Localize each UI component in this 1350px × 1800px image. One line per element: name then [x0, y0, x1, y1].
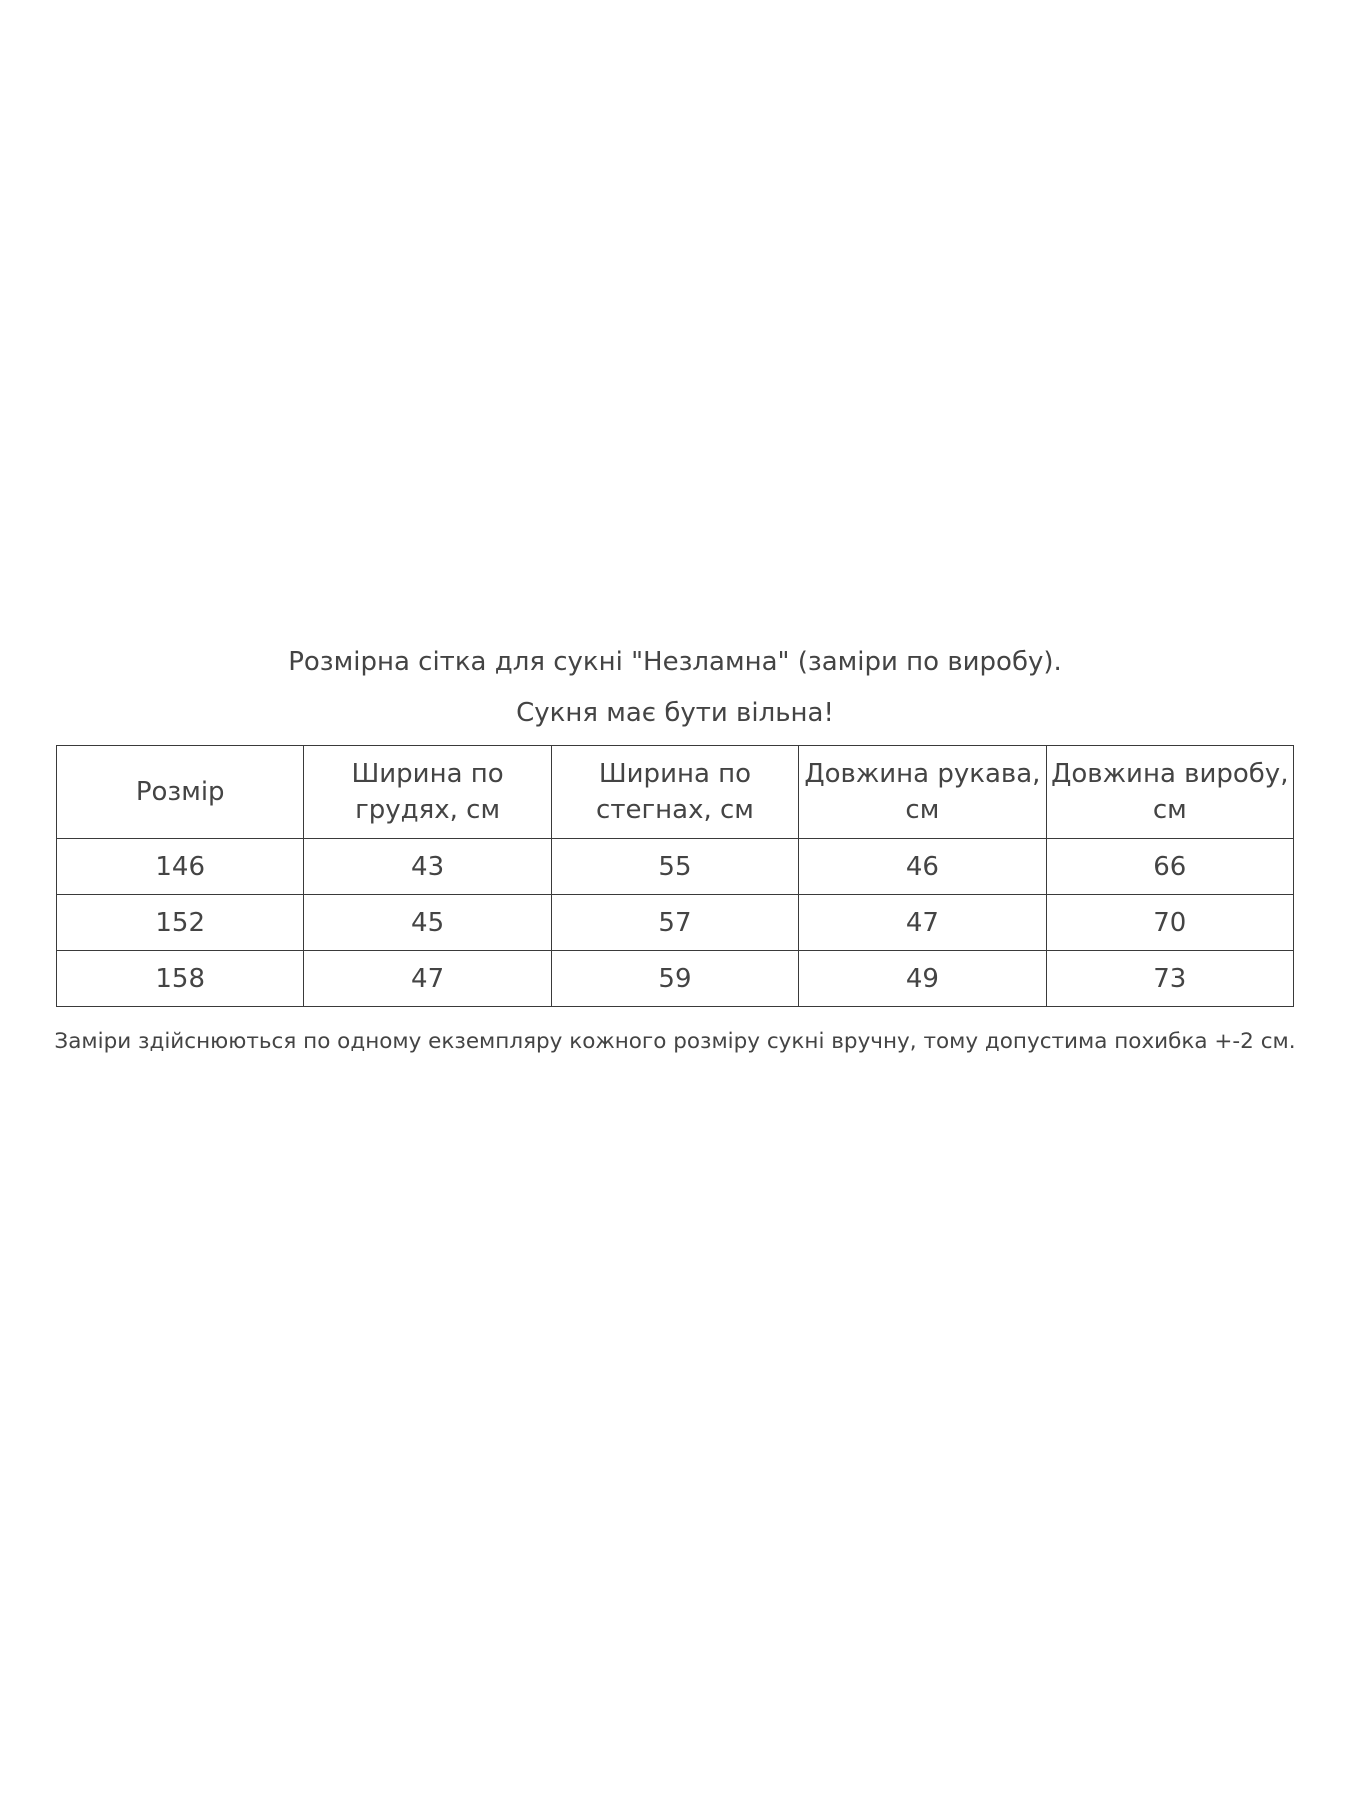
header-garment-length: Довжина виробу, см [1046, 746, 1293, 839]
size-chart-title: Розмірна сітка для сукні "Незламна" (заміри по виробу). [288, 647, 1062, 677]
header-size: Розмір [57, 746, 304, 839]
cell-sleeve-length: 47 [799, 895, 1046, 951]
size-chart-table [56, 745, 1294, 1007]
cell-hip-width: 59 [551, 951, 798, 1007]
cell-garment-length: 70 [1046, 895, 1293, 951]
cell-sleeve-length: 49 [799, 951, 1046, 1007]
cell-garment-length: 66 [1046, 839, 1293, 895]
cell-sleeve-length: 46 [799, 839, 1046, 895]
cell-chest-width: 43 [304, 839, 551, 895]
table-row [57, 895, 1294, 951]
header-chest-width: Ширина по грудях, см [304, 746, 551, 839]
cell-size: 152 [57, 895, 304, 951]
cell-chest-width: 45 [304, 895, 551, 951]
table-header-row [57, 746, 1294, 839]
table-row [57, 839, 1294, 895]
measurement-note: Заміри здійснюються по одному екземпляру кожного розміру сукні вручну, тому допустима похибка +-2 см. [54, 1029, 1296, 1054]
cell-hip-width: 57 [551, 895, 798, 951]
cell-size: 146 [57, 839, 304, 895]
cell-chest-width: 47 [304, 951, 551, 1007]
header-sleeve-length: Довжина рукава, см [799, 746, 1046, 839]
cell-size: 158 [57, 951, 304, 1007]
size-chart-subtitle: Сукня має бути вільна! [516, 698, 834, 728]
cell-hip-width: 55 [551, 839, 798, 895]
cell-garment-length: 73 [1046, 951, 1293, 1007]
table-row [57, 951, 1294, 1007]
header-hip-width: Ширина по стегнах, см [551, 746, 798, 839]
